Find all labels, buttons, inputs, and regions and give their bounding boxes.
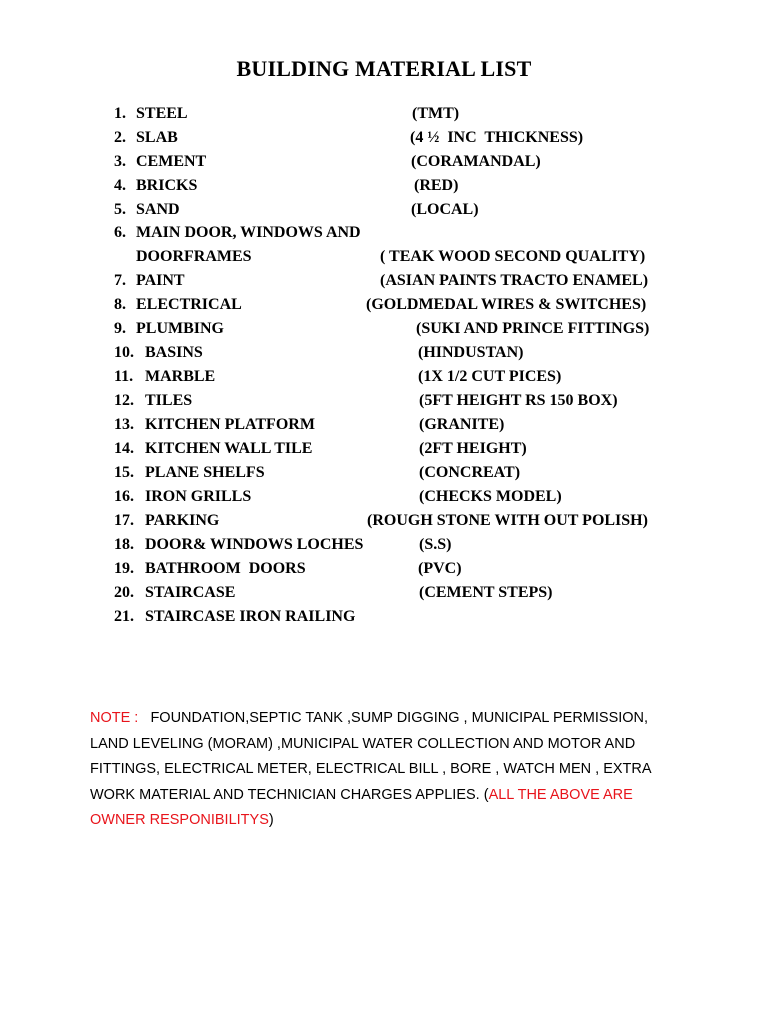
item-spec: (S.S) (419, 536, 452, 553)
item-number: 16. (114, 488, 134, 505)
list-item (0, 463, 768, 483)
list-item (0, 439, 768, 459)
item-name: TILES (145, 392, 193, 409)
list-item (0, 415, 768, 435)
item-spec: (SUKI AND PRINCE FITTINGS) (416, 320, 650, 337)
item-name: BRICKS (136, 177, 198, 194)
item-name: KITCHEN PLATFORM (145, 416, 315, 433)
item-number: 20. (114, 584, 134, 601)
item-name: PLANE SHELFS (145, 464, 265, 481)
item-number: 21. (114, 608, 134, 625)
list-item (0, 367, 768, 387)
list-item (0, 223, 768, 243)
item-spec: (CEMENT STEPS) (419, 584, 553, 601)
item-spec: (4 ½ INC THICKNESS) (410, 129, 584, 146)
item-spec: (RED) (414, 177, 459, 194)
item-spec: (CHECKS MODEL) (419, 488, 562, 505)
item-name: PAINT (136, 272, 185, 289)
item-name: BASINS (145, 344, 203, 361)
item-name: CEMENT (136, 153, 207, 170)
item-number: 1. (114, 105, 126, 122)
list-item (0, 128, 768, 148)
item-number: 13. (114, 416, 134, 433)
note-paragraph (90, 706, 680, 834)
item-spec: (PVC) (418, 560, 462, 577)
item-number: 2. (114, 129, 126, 146)
item-number: 6. (114, 224, 126, 241)
list-item (0, 391, 768, 411)
item-spec: (CORAMANDAL) (411, 153, 541, 170)
list-item (0, 487, 768, 507)
item-number: 14. (114, 440, 134, 457)
list-item (0, 152, 768, 172)
item-number: 3. (114, 153, 126, 170)
item-name: STAIRCASE (145, 584, 236, 601)
list-item (0, 176, 768, 196)
item-name: PLUMBING (136, 320, 224, 337)
list-item (0, 583, 768, 603)
item-number: 9. (114, 320, 126, 337)
item-number: 19. (114, 560, 134, 577)
item-spec: (TMT) (412, 105, 460, 122)
item-number: 4. (114, 177, 126, 194)
item-number: 12. (114, 392, 134, 409)
list-item (0, 343, 768, 363)
item-spec: (5FT HEIGHT RS 150 BOX) (419, 392, 618, 409)
item-name: MARBLE (145, 368, 216, 385)
item-number: 8. (114, 296, 126, 313)
note-label: NOTE : (90, 710, 139, 726)
item-spec: (ASIAN PAINTS TRACTO ENAMEL) (380, 272, 649, 289)
item-spec: (ROUGH STONE WITH OUT POLISH) (367, 512, 648, 529)
item-name: ELECTRICAL (136, 296, 242, 313)
list-item (0, 511, 768, 531)
list-item (0, 104, 768, 124)
item-spec: (LOCAL) (411, 201, 479, 218)
item-number: 18. (114, 536, 134, 553)
item-number: 17. (114, 512, 134, 529)
item-name: MAIN DOOR, WINDOWS AND (136, 224, 361, 241)
list-item (0, 535, 768, 555)
note-body: FOUNDATION,SEPTIC TANK ,SUMP DIGGING , MUNICIPAL PERMISSION, LAND LEVELING (MORAM) ,MUNICIPAL WATER COLLECTION AND MOTOR AND FITTINGS, ELECTRICAL METER, ELECTRICAL BILL , BORE , WATCH MEN , EXTRA WORK MATERIAL AND TECHNICIAN CHARGES APPLIES. ( (90, 710, 651, 803)
item-spec: (GOLDMEDAL WIRES & SWITCHES) (366, 296, 647, 313)
item-spec: (2FT HEIGHT) (419, 440, 527, 457)
item-name: KITCHEN WALL TILE (145, 440, 313, 457)
item-spec: (1X 1/2 CUT PICES) (418, 368, 562, 385)
page-title: BUILDING MATERIAL LIST (236, 56, 532, 81)
item-name: STAIRCASE IRON RAILING (145, 608, 356, 625)
item-name: SLAB (136, 129, 178, 146)
item-number: 15. (114, 464, 134, 481)
list-item (0, 607, 768, 627)
note-close: ) (268, 812, 274, 828)
item-number: 7. (114, 272, 126, 289)
item-name: BATHROOM DOORS (145, 560, 306, 577)
list-item-continuation (0, 247, 768, 267)
item-name: SAND (136, 201, 180, 218)
item-name: DOOR& WINDOWS LOCHES (145, 536, 364, 553)
item-spec: (HINDUSTAN) (418, 344, 524, 361)
item-number: 5. (114, 201, 126, 218)
item-name: STEEL (136, 105, 188, 122)
list-item (0, 271, 768, 291)
item-spec: ( TEAK WOOD SECOND QUALITY) (380, 248, 646, 265)
note-emphasis: ALL THE ABOVE ARE OWNER RESPONIBILITYS (90, 786, 633, 828)
item-number: 10. (114, 344, 134, 361)
list-item (0, 319, 768, 339)
list-item (0, 295, 768, 315)
list-item (0, 559, 768, 579)
item-name: IRON GRILLS (145, 488, 252, 505)
item-spec: (GRANITE) (419, 416, 505, 433)
list-item (0, 200, 768, 220)
item-name-continued: DOORFRAMES (136, 248, 252, 265)
item-number: 11. (114, 368, 134, 385)
item-spec: (CONCREAT) (419, 464, 521, 481)
item-name: PARKING (145, 512, 220, 529)
